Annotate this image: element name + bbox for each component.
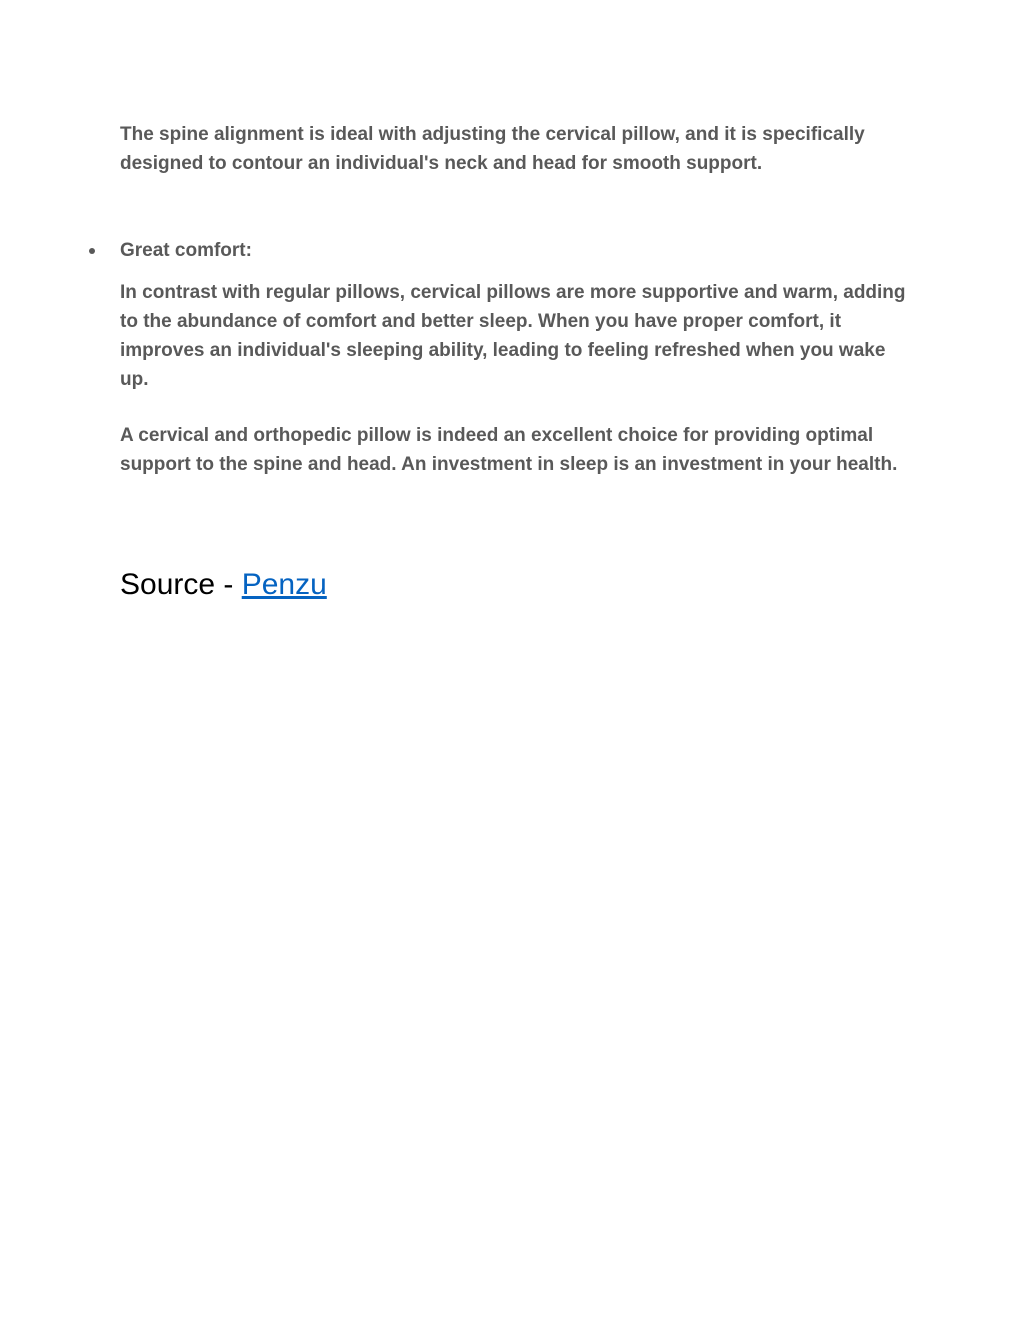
bullet-item-great-comfort — [0, 236, 1024, 266]
source-line — [120, 564, 327, 606]
bullet-dot-icon — [89, 248, 95, 254]
body-paragraph-conclusion: A cervical and orthopedic pillow is indeed an excellent choice for providing optimal support to the spine and head. An investment in sleep is an investment in your health. — [120, 425, 898, 475]
source-link[interactable]: Penzu — [241, 568, 327, 601]
source-label: Source - — [120, 568, 242, 601]
body-paragraph-spine-alignment: The spine alignment is ideal with adjusting the cervical pillow, and it is specifically designed to contour an individual's neck and head for smooth support. — [120, 124, 865, 174]
bullet-heading: Great comfort: — [120, 240, 252, 261]
body-paragraph-comfort: In contrast with regular pillows, cervical pillows are more supportive and warm, adding to the abundance of comfort and better sleep. When you have proper comfort, it improves an individual's sleeping ability, leading to feeling refreshed when you wake up. — [120, 282, 906, 390]
